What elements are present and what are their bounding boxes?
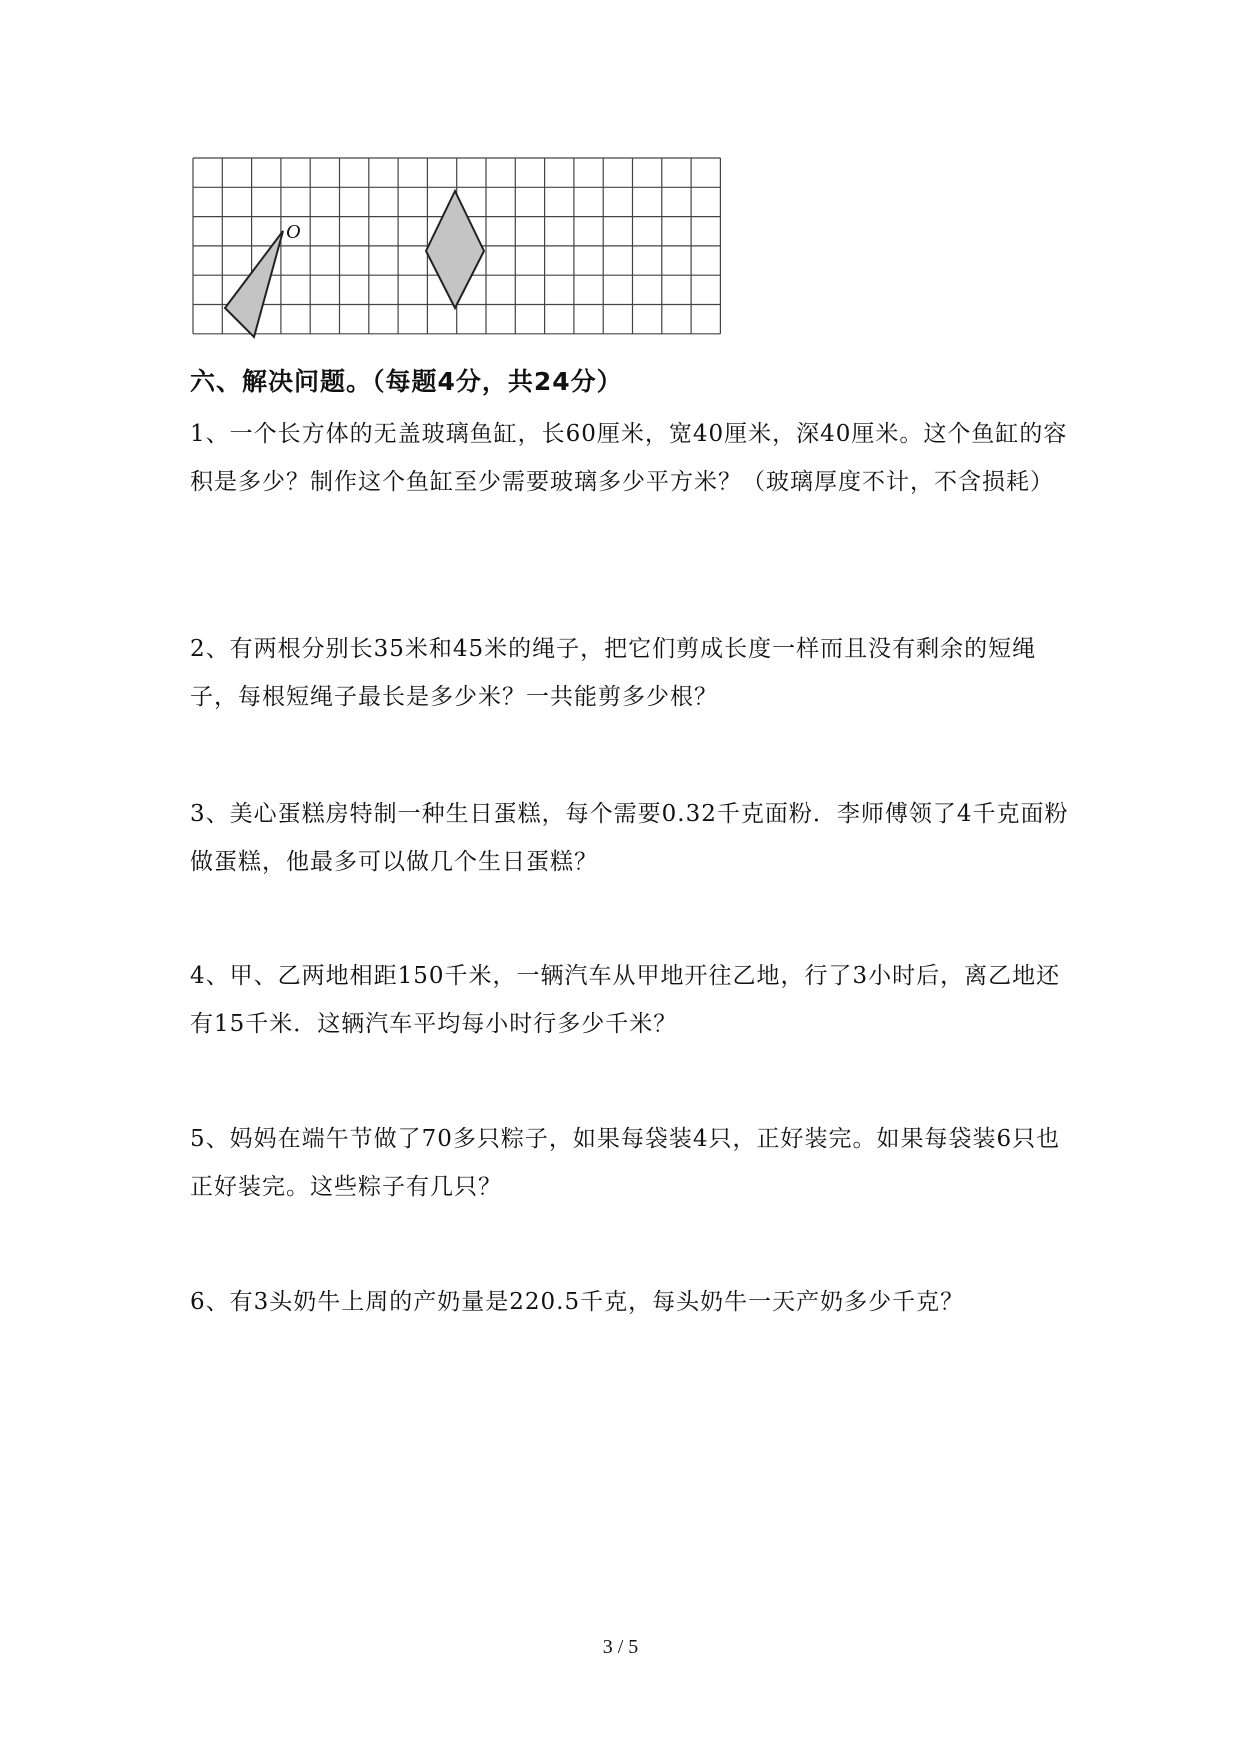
question-6: 6、有3头奶牛上周的产奶量是220.5千克，每头奶牛一天产奶多少千克？	[190, 1289, 965, 1315]
question-3: 3、美心蛋糕房特制一种生日蛋糕，每个需要0.32千克面粉．李师傅领了4千克面粉做蛋糕，他最多可以做几个生日蛋糕？	[190, 801, 1069, 875]
point-o-label: O	[286, 221, 301, 243]
section-title: 六、解决问题。（每题4分，共24分）	[190, 367, 623, 396]
question-1: 1、一个长方体的无盖玻璃鱼缸，长60厘米，宽40厘米，深40厘米。这个鱼缸的容积是多少？制作这个鱼缸至少需要玻璃多少平方米？（玻璃厚度不计，不含损耗）	[190, 421, 1068, 495]
triangle-shape	[225, 231, 283, 337]
page-number: 3 / 5	[602, 1636, 639, 1658]
question-5: 5、妈妈在端午节做了70多只粽子，如果每袋装4只，正好装完。如果每袋装6只也正好装完。这些粽子有几只？	[190, 1126, 1061, 1200]
rhombus-shape	[426, 191, 484, 308]
question-4: 4、甲、乙两地相距150千米，一辆汽车从甲地开往乙地，行了3小时后，离乙地还有15千米．这辆汽车平均每小时行多少千米？	[190, 963, 1061, 1037]
grid-figure	[190, 155, 730, 340]
question-2: 2、有两根分别长35米和45米的绳子，把它们剪成长度一样而且没有剩余的短绳子，每根短绳子最长是多少米？一共能剪多少根？	[190, 636, 1037, 710]
